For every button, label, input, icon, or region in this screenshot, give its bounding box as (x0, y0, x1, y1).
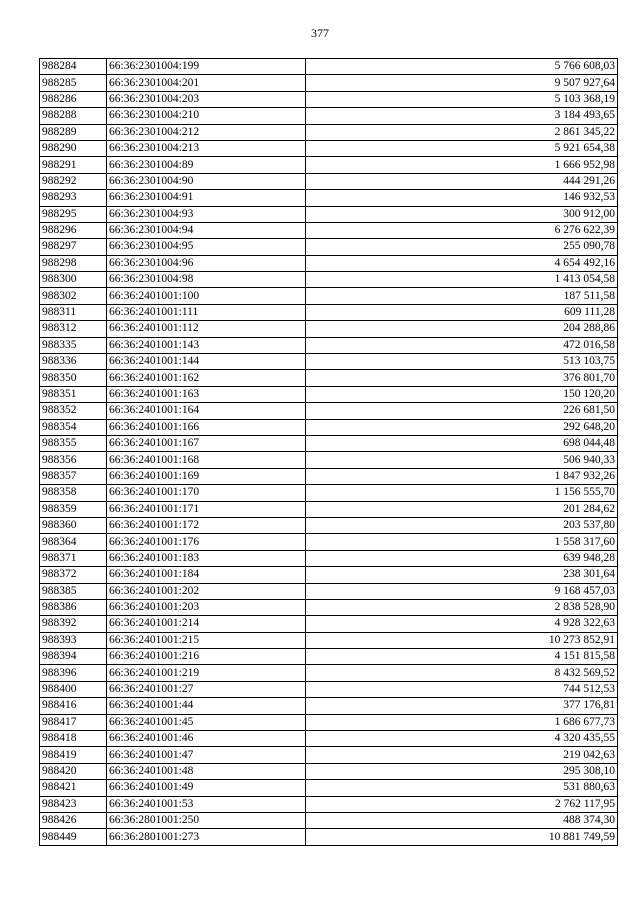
row-number-cell: 988419 (40, 747, 107, 763)
table-row (40, 567, 618, 583)
row-number-cell: 988400 (40, 681, 107, 697)
table-row (40, 829, 618, 845)
cadastral-number-cell: 66:36:2401001:47 (107, 747, 306, 763)
table-row (40, 649, 618, 665)
row-number-cell: 988423 (40, 796, 107, 812)
table-row (40, 272, 618, 288)
row-number-cell: 988357 (40, 468, 107, 484)
row-number-cell: 988352 (40, 403, 107, 419)
cadastral-number-cell: 66:36:2401001:214 (107, 616, 306, 632)
cadastral-value-cell: 639 948,28 (306, 550, 618, 566)
table-row (40, 403, 618, 419)
row-number-cell: 988286 (40, 91, 107, 107)
cadastral-value-cell: 5 921 654,38 (306, 140, 618, 156)
cadastral-value-cell: 204 288,86 (306, 321, 618, 337)
cadastral-value-cell: 4 654 492,16 (306, 255, 618, 271)
row-number-cell: 988386 (40, 599, 107, 615)
row-number-cell: 988295 (40, 206, 107, 222)
table-row (40, 304, 618, 320)
cadastral-value-cell: 4 320 435,55 (306, 731, 618, 747)
cadastral-number-cell: 66:36:2401001:216 (107, 649, 306, 665)
cadastral-value-cell: 4 151 815,58 (306, 649, 618, 665)
table-row (40, 91, 618, 107)
table-row (40, 468, 618, 484)
table-row (40, 206, 618, 222)
table-row (40, 599, 618, 615)
row-number-cell: 988354 (40, 419, 107, 435)
cadastral-number-cell: 66:36:2401001:53 (107, 796, 306, 812)
table-row (40, 321, 618, 337)
row-number-cell: 988298 (40, 255, 107, 271)
cadastral-number-cell: 66:36:2401001:144 (107, 354, 306, 370)
row-number-cell: 988420 (40, 763, 107, 779)
cadastral-value-cell: 5 103 368,19 (306, 91, 618, 107)
cadastral-value-cell: 10 881 749,59 (306, 829, 618, 845)
row-number-cell: 988358 (40, 485, 107, 501)
cadastral-value-cell: 146 932,53 (306, 190, 618, 206)
cadastral-value-cell: 3 184 493,65 (306, 108, 618, 124)
cadastral-number-cell: 66:36:2301004:98 (107, 272, 306, 288)
table-row (40, 681, 618, 697)
cadastral-value-cell: 444 291,26 (306, 173, 618, 189)
row-number-cell: 988285 (40, 75, 107, 91)
table-row (40, 288, 618, 304)
cadastral-number-cell: 66:36:2401001:172 (107, 517, 306, 533)
cadastral-value-cell: 238 301,64 (306, 567, 618, 583)
table-row (40, 485, 618, 501)
row-number-cell: 988302 (40, 288, 107, 304)
cadastral-number-cell: 66:36:2401001:48 (107, 763, 306, 779)
cadastral-value-cell: 201 284,62 (306, 501, 618, 517)
table-row (40, 632, 618, 648)
row-number-cell: 988288 (40, 108, 107, 124)
row-number-cell: 988426 (40, 812, 107, 828)
cadastral-number-cell: 66:36:2401001:203 (107, 599, 306, 615)
row-number-cell: 988393 (40, 632, 107, 648)
table-row (40, 173, 618, 189)
cadastral-value-cell: 5 766 608,03 (306, 59, 618, 75)
table-row (40, 796, 618, 812)
row-number-cell: 988300 (40, 272, 107, 288)
cadastral-number-cell: 66:36:2401001:163 (107, 386, 306, 402)
cadastral-number-cell: 66:36:2301004:93 (107, 206, 306, 222)
row-number-cell: 988355 (40, 435, 107, 451)
cadastral-number-cell: 66:36:2401001:183 (107, 550, 306, 566)
cadastral-value-cell: 9 507 927,64 (306, 75, 618, 91)
cadastral-value-cell: 609 111,28 (306, 304, 618, 320)
cadastral-number-cell: 66:36:2801001:273 (107, 829, 306, 845)
row-number-cell: 988360 (40, 517, 107, 533)
row-number-cell: 988418 (40, 731, 107, 747)
table-row (40, 763, 618, 779)
cadastral-number-cell: 66:36:2401001:176 (107, 534, 306, 550)
table-row (40, 222, 618, 238)
table-row (40, 616, 618, 632)
table-row (40, 386, 618, 402)
row-number-cell: 988356 (40, 452, 107, 468)
row-number-cell: 988336 (40, 354, 107, 370)
table-row (40, 517, 618, 533)
row-number-cell: 988385 (40, 583, 107, 599)
cadastral-value-cell: 255 090,78 (306, 239, 618, 255)
cadastral-number-cell: 66:36:2301004:89 (107, 157, 306, 173)
row-number-cell: 988297 (40, 239, 107, 255)
table-row (40, 731, 618, 747)
cadastral-value-cell: 8 432 569,52 (306, 665, 618, 681)
cadastral-value-cell: 1 558 317,60 (306, 534, 618, 550)
table-row (40, 255, 618, 271)
cadastral-number-cell: 66:36:2401001:184 (107, 567, 306, 583)
table-body (40, 59, 618, 846)
row-number-cell: 988417 (40, 714, 107, 730)
cadastral-value-cell: 472 016,58 (306, 337, 618, 353)
cadastral-value-cell: 488 374,30 (306, 812, 618, 828)
cadastral-number-cell: 66:36:2301004:212 (107, 124, 306, 140)
cadastral-value-cell: 744 512,53 (306, 681, 618, 697)
row-number-cell: 988396 (40, 665, 107, 681)
table-row (40, 550, 618, 566)
cadastral-value-cell: 300 912,00 (306, 206, 618, 222)
table-row (40, 583, 618, 599)
cadastral-value-cell: 513 103,75 (306, 354, 618, 370)
cadastral-value-cell: 10 273 852,91 (306, 632, 618, 648)
table-row (40, 435, 618, 451)
cadastral-number-cell: 66:36:2401001:46 (107, 731, 306, 747)
cadastral-value-cell: 2 762 117,95 (306, 796, 618, 812)
row-number-cell: 988392 (40, 616, 107, 632)
cadastral-number-cell: 66:36:2401001:167 (107, 435, 306, 451)
table-row (40, 239, 618, 255)
table-row (40, 354, 618, 370)
row-number-cell: 988284 (40, 59, 107, 75)
row-number-cell: 988292 (40, 173, 107, 189)
table-row (40, 157, 618, 173)
row-number-cell: 988421 (40, 780, 107, 796)
cadastral-value-cell: 1 156 555,70 (306, 485, 618, 501)
table-row (40, 665, 618, 681)
cadastral-number-cell: 66:36:2401001:27 (107, 681, 306, 697)
row-number-cell: 988291 (40, 157, 107, 173)
cadastral-value-cell: 1 686 677,73 (306, 714, 618, 730)
cadastral-value-cell: 203 537,80 (306, 517, 618, 533)
row-number-cell: 988296 (40, 222, 107, 238)
row-number-cell: 988364 (40, 534, 107, 550)
table-row (40, 714, 618, 730)
cadastral-value-cell: 292 648,20 (306, 419, 618, 435)
table-row (40, 501, 618, 517)
row-number-cell: 988359 (40, 501, 107, 517)
table-row (40, 124, 618, 140)
row-number-cell: 988351 (40, 386, 107, 402)
cadastral-number-cell: 66:36:2401001:219 (107, 665, 306, 681)
cadastral-number-cell: 66:36:2401001:143 (107, 337, 306, 353)
cadastral-value-table (39, 58, 618, 846)
cadastral-number-cell: 66:36:2401001:202 (107, 583, 306, 599)
cadastral-number-cell: 66:36:2301004:213 (107, 140, 306, 156)
row-number-cell: 988350 (40, 370, 107, 386)
cadastral-number-cell: 66:36:2301004:94 (107, 222, 306, 238)
row-number-cell: 988293 (40, 190, 107, 206)
cadastral-value-cell: 2 861 345,22 (306, 124, 618, 140)
cadastral-number-cell: 66:36:2401001:171 (107, 501, 306, 517)
table-row (40, 780, 618, 796)
table-row (40, 59, 618, 75)
row-number-cell: 988371 (40, 550, 107, 566)
table-row (40, 370, 618, 386)
cadastral-number-cell: 66:36:2401001:169 (107, 468, 306, 484)
cadastral-value-cell: 377 176,81 (306, 698, 618, 714)
row-number-cell: 988335 (40, 337, 107, 353)
cadastral-number-cell: 66:36:2301004:199 (107, 59, 306, 75)
cadastral-number-cell: 66:36:2401001:111 (107, 304, 306, 320)
cadastral-number-cell: 66:36:2401001:44 (107, 698, 306, 714)
cadastral-number-cell: 66:36:2401001:170 (107, 485, 306, 501)
table-row (40, 534, 618, 550)
table-row (40, 108, 618, 124)
table-row (40, 190, 618, 206)
row-number-cell: 988416 (40, 698, 107, 714)
cadastral-number-cell: 66:36:2401001:162 (107, 370, 306, 386)
page-number: 377 (311, 26, 329, 40)
cadastral-number-cell: 66:36:2401001:215 (107, 632, 306, 648)
table-row (40, 452, 618, 468)
cadastral-value-cell: 2 838 528,90 (306, 599, 618, 615)
cadastral-value-cell: 1 413 054,58 (306, 272, 618, 288)
table-row (40, 140, 618, 156)
row-number-cell: 988290 (40, 140, 107, 156)
table-row (40, 337, 618, 353)
cadastral-value-cell: 506 940,33 (306, 452, 618, 468)
cadastral-number-cell: 66:36:2401001:45 (107, 714, 306, 730)
cadastral-number-cell: 66:36:2401001:100 (107, 288, 306, 304)
cadastral-number-cell: 66:36:2301004:96 (107, 255, 306, 271)
cadastral-value-cell: 187 511,58 (306, 288, 618, 304)
cadastral-value-cell: 4 928 322,63 (306, 616, 618, 632)
table-row (40, 75, 618, 91)
row-number-cell: 988289 (40, 124, 107, 140)
cadastral-number-cell: 66:36:2401001:168 (107, 452, 306, 468)
table-row (40, 419, 618, 435)
cadastral-number-cell: 66:36:2401001:49 (107, 780, 306, 796)
cadastral-value-cell: 1 847 932,26 (306, 468, 618, 484)
cadastral-value-cell: 1 666 952,98 (306, 157, 618, 173)
table-row (40, 812, 618, 828)
cadastral-value-cell: 219 042,63 (306, 747, 618, 763)
table-row (40, 747, 618, 763)
cadastral-number-cell: 66:36:2801001:250 (107, 812, 306, 828)
cadastral-number-cell: 66:36:2301004:91 (107, 190, 306, 206)
cadastral-number-cell: 66:36:2401001:112 (107, 321, 306, 337)
cadastral-number-cell: 66:36:2301004:95 (107, 239, 306, 255)
row-number-cell: 988372 (40, 567, 107, 583)
row-number-cell: 988449 (40, 829, 107, 845)
cadastral-number-cell: 66:36:2301004:210 (107, 108, 306, 124)
cadastral-value-cell: 9 168 457,03 (306, 583, 618, 599)
cadastral-value-cell: 698 044,48 (306, 435, 618, 451)
cadastral-value-cell: 376 801,70 (306, 370, 618, 386)
cadastral-number-cell: 66:36:2401001:164 (107, 403, 306, 419)
cadastral-number-cell: 66:36:2301004:203 (107, 91, 306, 107)
cadastral-value-cell: 226 681,50 (306, 403, 618, 419)
row-number-cell: 988394 (40, 649, 107, 665)
cadastral-number-cell: 66:36:2401001:166 (107, 419, 306, 435)
row-number-cell: 988312 (40, 321, 107, 337)
row-number-cell: 988311 (40, 304, 107, 320)
cadastral-value-cell: 6 276 622,39 (306, 222, 618, 238)
cadastral-value-cell: 295 308,10 (306, 763, 618, 779)
table-row (40, 698, 618, 714)
cadastral-number-cell: 66:36:2301004:201 (107, 75, 306, 91)
cadastral-value-cell: 531 880,63 (306, 780, 618, 796)
cadastral-value-cell: 150 120,20 (306, 386, 618, 402)
cadastral-number-cell: 66:36:2301004:90 (107, 173, 306, 189)
